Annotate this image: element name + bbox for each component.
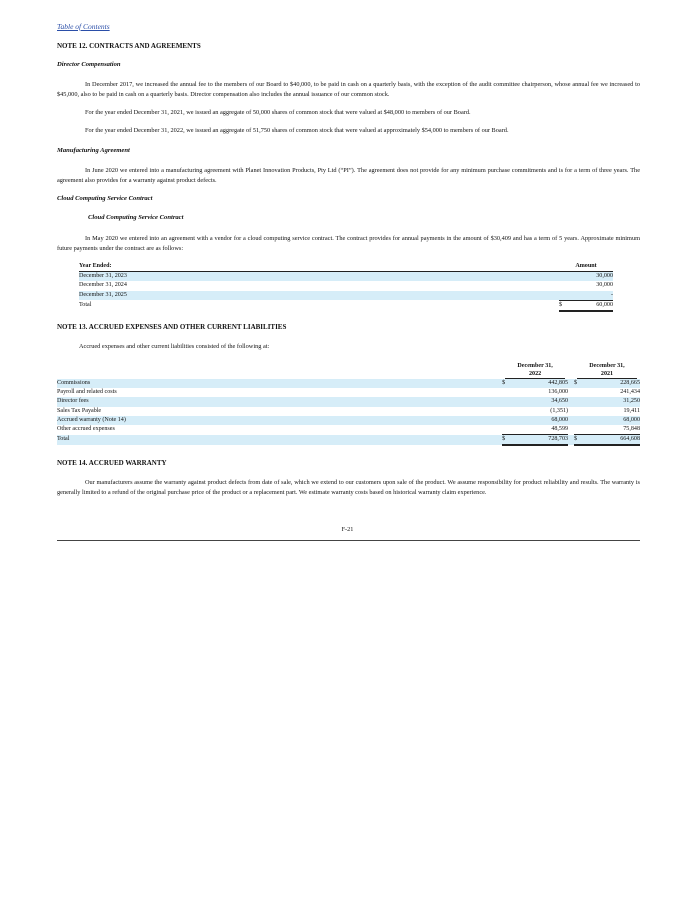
col-2022-label: December 31, xyxy=(517,363,553,369)
col-year-ended: Year Ended: xyxy=(79,262,559,272)
director-compensation-heading: Director Compensation xyxy=(57,61,121,68)
page-number: F-21 xyxy=(341,526,354,533)
table-row: Director fees 34,650 31,250 xyxy=(57,397,640,406)
note13-intro: Accrued expenses and other current liabilities consisted of the following at: xyxy=(79,343,270,350)
director-compensation-paragraph-2: For the year ended December 31, 2021, we issued an aggregate of 50,000 shares of common stock that were valued at $48,000 to members of our Board. xyxy=(85,109,471,116)
table-row: December 31, 2024 30,000 xyxy=(79,282,613,289)
manufacturing-agreement-paragraph: In June 2020 we entered into a manufacturing agreement with Planet Innovation Products, Pty Ltd (“PI”). The agreement does not provide for any minimum purchase commitments and is for a term of three years. The agreement also provides for a warranty against product defects. xyxy=(57,167,640,184)
note12-heading: NOTE 12. CONTRACTS AND AGREEMENTS xyxy=(57,42,201,50)
accrued-header-row xyxy=(57,362,640,379)
cloud-computing-heading: Cloud Computing Service Contract xyxy=(57,195,153,202)
note13-heading: NOTE 13. ACCRUED EXPENSES AND OTHER CURRENT LIABILITIES xyxy=(57,323,287,331)
cloud-computing-paragraph: In May 2020 we entered into an agreement with a vendor for a cloud computing service contract. The contract provides for annual payments in the amount of $30,409 and has a term of 5 years. Approximate minimum future payments under the contract are as follows: xyxy=(57,235,640,252)
table-row: Sales Tax Payable (1,351) 19,411 xyxy=(57,407,640,414)
cloud-computing-subheading: Cloud Computing Service Contract xyxy=(88,214,184,221)
table-of-contents-link[interactable]: Table of Contents xyxy=(57,22,110,31)
director-compensation-paragraph-3: For the year ended December 31, 2022, we issued an aggregate of 51,750 shares of common stock that were valued at approximately $54,000 to members of our Board. xyxy=(85,127,509,134)
table-row: Commissions $ 442,805 $ 228,665 xyxy=(57,379,640,388)
director-compensation-paragraph-1: In December 2017, we increased the annual fee to the members of our Board to $40,000, to be paid in cash on a quarterly basis, with the exception of the audit committee chairperson, whose annual fee we increased to $45,000, also to be paid in cash on a quarterly basis. Director compensation also includes the annual issuance of our common stock. xyxy=(57,81,640,98)
table-row: December 31, 2023 30,000 xyxy=(79,272,613,282)
table-total-row: Total $ 60,000 xyxy=(79,300,613,311)
accrued-expenses-table xyxy=(57,362,640,446)
table-row: Other accrued expenses 48,599 75,848 xyxy=(57,426,640,433)
table-total-row: Total $ 728,703 $ 664,608 xyxy=(57,435,640,446)
col-2022-year: 2022 xyxy=(505,370,565,379)
table-row: Accrued warranty (Note 14) 68,000 68,000 xyxy=(57,416,640,425)
col-2021-label: December 31, xyxy=(589,363,625,369)
col-amount: Amount xyxy=(559,262,613,272)
manufacturing-agreement-heading: Manufacturing Agreement xyxy=(57,147,130,154)
note14-heading: NOTE 14. ACCRUED WARRANTY xyxy=(57,459,167,467)
table-row: Payroll and related costs 136,000 241,434 xyxy=(57,389,640,396)
col-2021-year: 2021 xyxy=(577,370,637,379)
page-divider xyxy=(57,540,640,541)
table-row: December 31, 2025 - xyxy=(79,291,613,301)
cloud-payments-table xyxy=(79,262,613,312)
note14-paragraph: Our manufacturers assume the warranty against product defects from date of sale, which we extend to our customers upon sale of the product. We assume responsibility for product reliability and results. The warranty is generally limited to a refund of the original purchase price of the product or a replacement part. We estimate warranty costs based on historical warranty claim experience. xyxy=(57,479,640,496)
cloud-payments-header-row xyxy=(79,262,613,272)
